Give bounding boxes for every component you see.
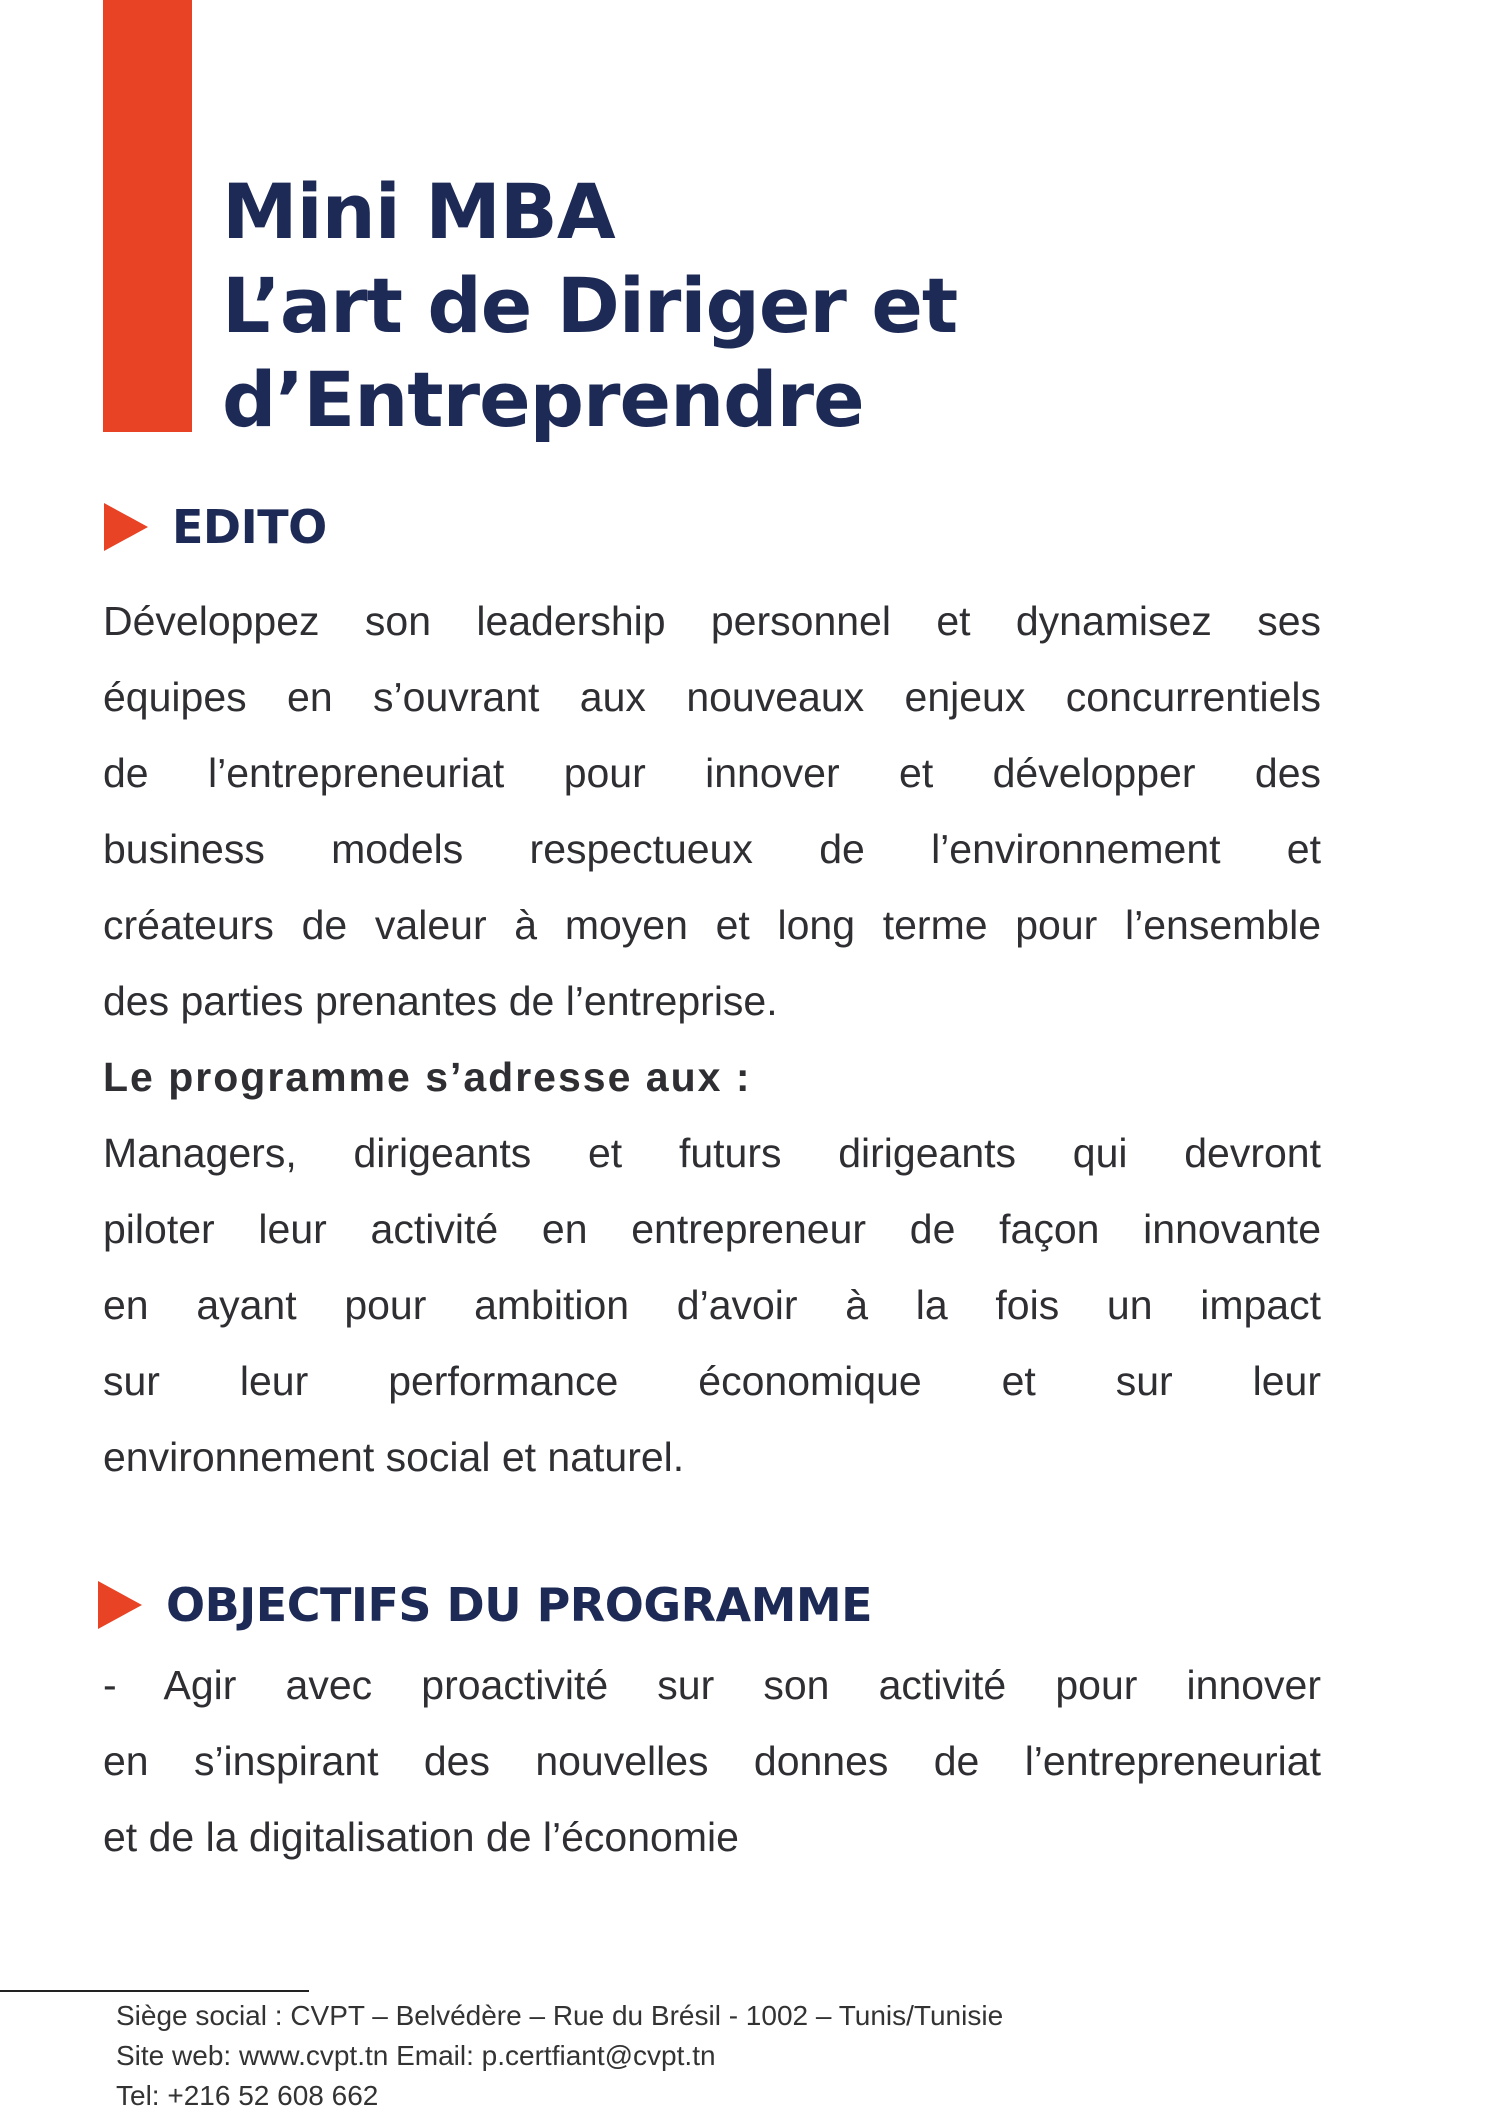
- page-title: [222, 165, 957, 447]
- footer: [116, 1996, 1003, 2116]
- audience-line: en ayant pour ambition d’avoir à la fois un impact: [103, 1282, 1321, 1328]
- audience-line: piloter leur activité en entrepreneur de façon innovante: [103, 1206, 1321, 1252]
- objectifs-heading: [98, 1578, 872, 1632]
- edito-heading-label: EDITO: [172, 500, 327, 554]
- footer-address: Siège social : CVPT – Belvédère – Rue du Brésil - 1002 – Tunis/Tunisie: [116, 2000, 1004, 2031]
- title-line-1: Mini MBA: [222, 167, 615, 256]
- footer-phone: Tel: +216 52 608 662: [116, 2080, 379, 2111]
- audience-line: sur leur performance économique et sur leur: [103, 1358, 1321, 1404]
- footer-web-email: Site web: www.cvpt.tn Email: p.certfiant@cvpt.tn: [116, 2040, 716, 2071]
- edito-line: équipes en s’ouvrant aux nouveaux enjeux concurrentiels: [103, 674, 1321, 720]
- objectifs-line: en s’inspirant des nouvelles donnes de l’entrepreneuriat: [103, 1738, 1321, 1784]
- edito-line: Développez son leadership personnel et dynamisez ses: [103, 598, 1321, 644]
- triangle-bullet-icon: [104, 503, 148, 551]
- audience-line: environnement social et naturel.: [103, 1434, 685, 1480]
- edito-line: des parties prenantes de l’entreprise.: [103, 978, 778, 1024]
- objectifs-line: et de la digitalisation de l’économie: [103, 1814, 739, 1860]
- audience-heading: Le programme s’adresse aux :: [103, 1054, 752, 1100]
- edito-line: de l’entrepreneuriat pour innover et développer des: [103, 750, 1321, 796]
- accent-bar: [103, 0, 192, 432]
- edito-line: business models respectueux de l’environnement et: [103, 826, 1321, 872]
- objectifs-heading-label: OBJECTIFS DU PROGRAMME: [166, 1578, 873, 1632]
- objectifs-line: - Agir avec proactivité sur son activité pour innover: [103, 1662, 1321, 1708]
- title-line-3: d’Entreprendre: [222, 355, 864, 444]
- edito-body: [103, 583, 1321, 1495]
- edito-heading: [104, 500, 327, 554]
- objectifs-body: [103, 1647, 1321, 1875]
- audience-line: Managers, dirigeants et futurs dirigeants qui devront: [103, 1130, 1321, 1176]
- triangle-bullet-icon: [98, 1581, 142, 1629]
- footer-divider: [0, 1990, 309, 1992]
- title-line-2: L’art de Diriger et: [222, 261, 958, 350]
- edito-line: créateurs de valeur à moyen et long terme pour l’ensemble: [103, 902, 1321, 948]
